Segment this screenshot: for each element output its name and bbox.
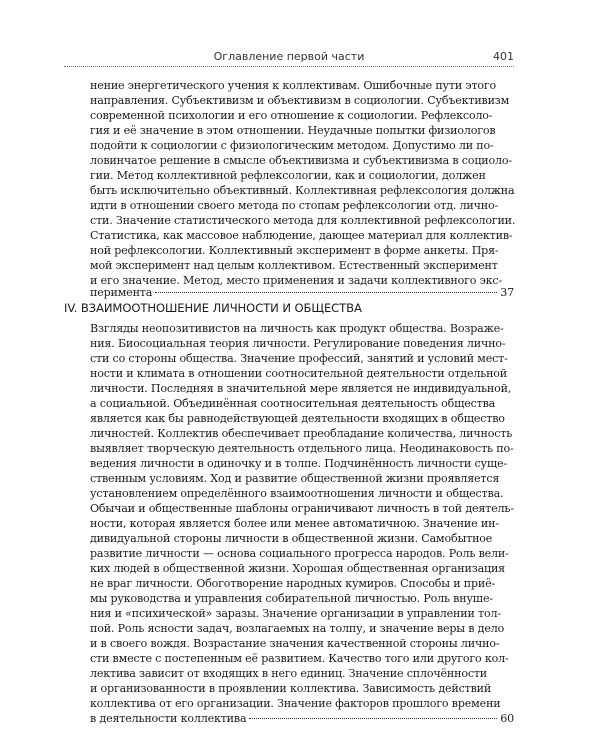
section-2-page-number: 60 — [500, 712, 514, 725]
section-2-line: личности. Последняя в значительной мере является не индивидуальной, — [90, 382, 512, 395]
section-2-line: выявляет творческую деятельность отдельного лица. Неодинаковость по- — [90, 442, 514, 455]
section-2-last-text: в деятельности коллектива — [90, 712, 247, 725]
entry-1-line: быть исключительно объективный. Коллективная рефлексология должна — [90, 184, 515, 197]
running-header — [64, 50, 514, 64]
entry-1-line: современной психологии и его отношение к социологии. Рефлексоло- — [90, 109, 493, 122]
entry-1-line: идти в отношении своего метода по стопам рефлексологии отд. лично- — [90, 199, 499, 212]
section-2-line: сти вместе с постепенным её развитием. Качество того или другого кол- — [90, 652, 509, 665]
entry-1-line: гия и её значение в этом отношении. Неудачные попытки физиологов — [90, 124, 496, 137]
entry-1-line: ной рефлексологии. Коллективный эксперимент в форме анкеты. Пря- — [90, 244, 499, 257]
entry-1-line: мой эксперимент над целым коллективом. Естественный эксперимент — [90, 259, 498, 272]
entry-1-line: и его значение. Метод, место применения и задачи коллективного экс- — [90, 274, 503, 287]
entry-1-last-text: перимента — [90, 286, 153, 299]
section-2-line: Взгляды неопозитивистов на личность как продукт общества. Возраже- — [90, 322, 504, 335]
section-2-line: пой. Роль ясности задач, возлагаемых на толпу, и значение веры в дело — [90, 622, 505, 635]
section-2-line: мы руководства и управления собирательной личностью. Роль внуше- — [90, 592, 493, 605]
entry-1-line: нение энергетического учения к коллективам. Ошибочные пути этого — [90, 79, 497, 92]
header-title: Оглавление первой части — [213, 50, 365, 63]
entry-1-line: сти. Значение статистического метода для коллективной рефлексологии. — [90, 214, 516, 227]
section-2-line: ния и «психической» заразы. Значение организации в управлении тол- — [90, 607, 501, 620]
dot-leader — [155, 292, 497, 293]
section-2-line: ственным условиям. Ход и развитие общественной жизни проявляется — [90, 472, 500, 485]
section-2-line: установлением определённого взаимоотношения личности и общества. — [90, 487, 504, 500]
section-2-line: дивидуальной стороны личности в общественной жизни. Самобытное — [90, 532, 493, 545]
entry-1-line: ловинчатое решение в смысле объективизма и субъективизма в социоло- — [90, 154, 512, 167]
section-2-toc-line — [90, 711, 514, 726]
section-2-line: ких людей в общественной жизни. Хорошая общественная организация — [90, 562, 505, 575]
section-2-line: Обычаи и общественные шаблоны ограничивают личность в той деятель- — [90, 502, 514, 515]
header-divider — [64, 66, 514, 67]
section-2-line: не враг личности. Обоготворение народных кумиров. Способы и приё- — [90, 577, 496, 590]
section-2-line: ности и климата в отношении соотносительной деятельности отдельной — [90, 367, 507, 380]
section-2-line: лектива зависит от входящих в него единиц. Значение сплочённости — [90, 667, 488, 680]
section-2-line: является как бы равнодействующей деятельности входящих в общество — [90, 412, 505, 425]
section-2-line: и в своего вождя. Возрастание значения качественной стороны лично- — [90, 637, 500, 650]
section-2-line: личностей. Коллектив обеспечивает преобладание количества, личность — [90, 427, 513, 440]
section-2-line: сти со стороны общества. Значение профессий, занятий и условий мест- — [90, 352, 508, 365]
section-2-line: ности, которая является более или менее автоматичною. Значение ин- — [90, 517, 499, 530]
dot-leader — [249, 718, 497, 719]
entry-1-line: гии. Метод коллективной рефлексологии, как и социологии, должен — [90, 169, 486, 182]
section-2-line: а социальной. Объединённая соотносительная деятельность общества — [90, 397, 496, 410]
entry-1-line: Статистика, как массовое наблюдение, дающее материал для коллектив- — [90, 229, 513, 242]
entry-1-line: подойти к социологии с физиологическим методом. Допустимо ли по- — [90, 139, 494, 152]
section-heading: IV. ВЗАИМООТНОШЕНИЕ ЛИЧНОСТИ И ОБЩЕСТВА — [64, 301, 362, 315]
entry-1-line: направления. Субъективизм и объективизм в социологии. Субъективизм — [90, 94, 510, 107]
header-page-number: 401 — [493, 50, 514, 63]
entry-1-page-number: 37 — [500, 286, 514, 299]
section-2-line: и организованности в проявлении коллектива. Зависимость действий — [90, 682, 492, 695]
section-2-line: ведения личности в одиночку и в толпе. Подчинённость личности суще- — [90, 457, 507, 470]
section-2-line: развитие личности — основа социального прогресса народов. Роль вели- — [90, 547, 509, 560]
entry-1-toc-line — [90, 285, 514, 300]
section-2-line: ния. Биосоциальная теория личности. Регулирование поведения лично- — [90, 337, 506, 350]
section-2-line: коллектива от его организации. Значение факторов прошлого времени — [90, 697, 501, 710]
